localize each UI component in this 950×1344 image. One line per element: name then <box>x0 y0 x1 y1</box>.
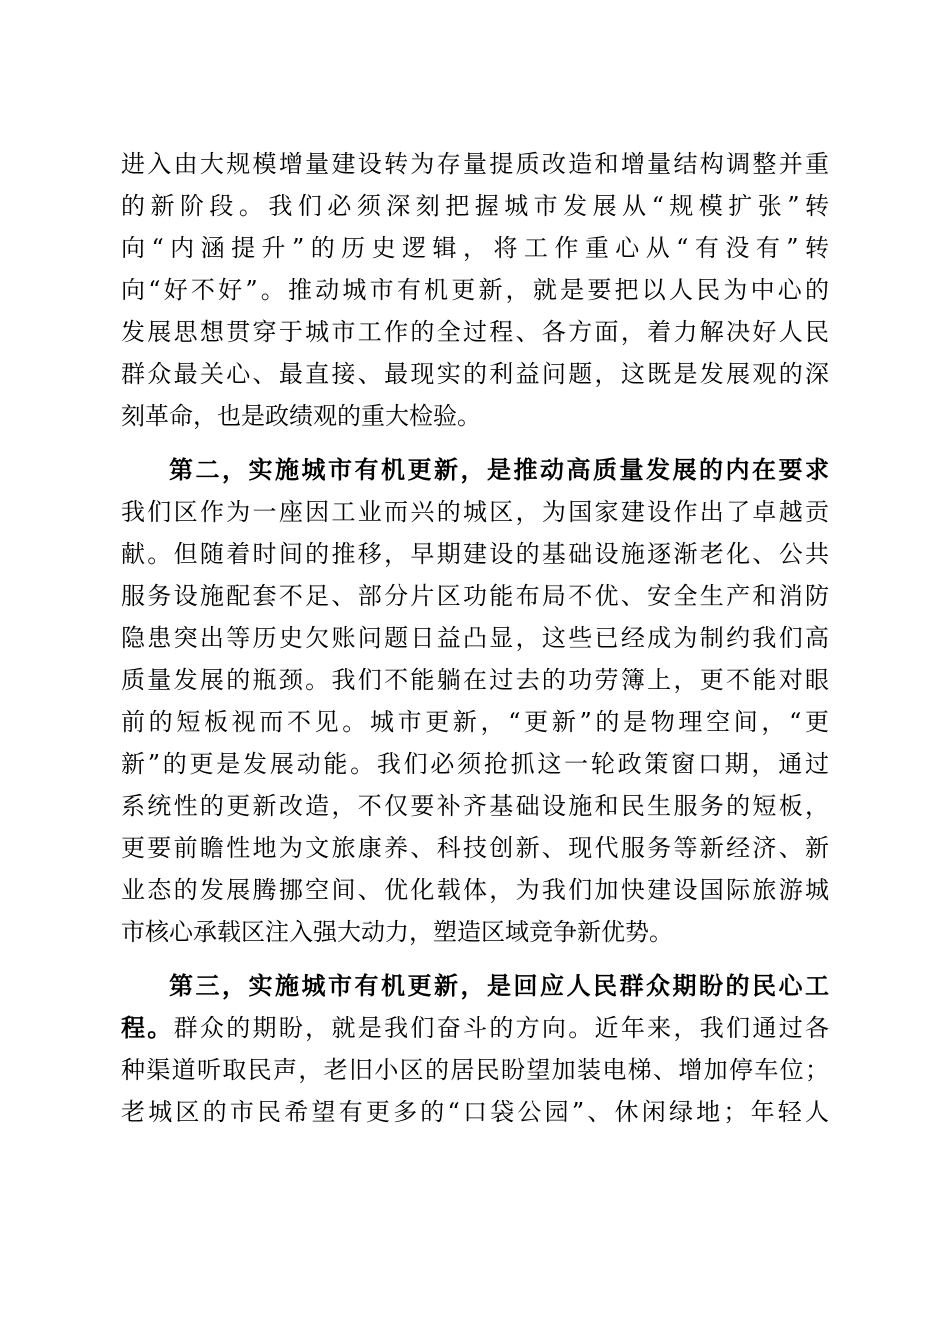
paragraph-line: 隐患突出等历史欠账问题日益凸显，这些已经成为制约我们高 <box>121 624 829 652</box>
paragraph-line: 前的短板视而不见。城市更新，“更新”的是物理空间，“更 <box>121 708 829 736</box>
paragraph-line: 进入由大规模增量建设转为存量提质改造和增量结构调整并重 <box>121 150 829 178</box>
paragraph-line: 业态的发展腾挪空间、优化载体，为我们加快建设国际旅游城 <box>121 876 829 904</box>
paragraph-line: 更要前瞻性地为文旅康养、科技创新、现代服务等新经济、新 <box>121 834 829 862</box>
paragraph-line: 向“好不好”。推动城市有机更新，就是要把以人民为中心的 <box>121 276 829 304</box>
paragraph-line: 刻革命，也是政绩观的重大检验。 <box>121 402 481 430</box>
paragraph-line <box>121 1008 829 1048</box>
paragraph-line: 向“内涵提升”的历史逻辑，将工作重心从“有没有”转 <box>121 234 829 262</box>
paragraph-line: 发展思想贯穿于城市工作的全过程、各方面，着力解决好人民 <box>121 318 829 346</box>
paragraph-line: 献。但随着时间的推移，早期建设的基础设施逐渐老化、公共 <box>121 540 829 568</box>
paragraph-line: 我们区作为一座因工业而兴的城区，为国家建设作出了卓越贡 <box>121 498 829 526</box>
section-heading: 第三，实施城市有机更新，是回应人民群众期盼的民心工 <box>169 971 829 1000</box>
paragraph-text: 群众的期盼，就是我们奋斗的方向。近年来，我们通过各 <box>173 1014 829 1042</box>
paragraph-line: 种渠道听取民声，老旧小区的居民盼望加装电梯、增加停车位； <box>121 1056 829 1084</box>
paragraph-line: 质量发展的瓶颈。我们不能躺在过去的功劳簿上，更不能对眼 <box>121 666 829 694</box>
paragraph-line: 的新阶段。我们必须深刻把握城市发展从“规模扩张”转 <box>121 192 829 220</box>
paragraph-line: 老城区的市民希望有更多的“口袋公园”、休闲绿地；年轻人 <box>121 1098 829 1126</box>
paragraph-line: 系统性的更新改造，不仅要补齐基础设施和民生服务的短板， <box>121 792 829 820</box>
section-heading-end: 程。 <box>121 1013 174 1042</box>
paragraph-line: 群众最关心、最直接、最现实的利益问题，这既是发展观的深 <box>121 360 829 388</box>
paragraph-line: 服务设施配套不足、部分片区功能布局不优、安全生产和消防 <box>121 582 829 610</box>
paragraph-line: 新”的更是发展动能。我们必须抢抓这一轮政策窗口期，通过 <box>121 750 829 778</box>
section-heading: 第二，实施城市有机更新，是推动高质量发展的内在要求 <box>169 455 829 484</box>
paragraph-line: 市核心承载区注入强大动力，塑造区域竞争新优势。 <box>121 918 673 946</box>
